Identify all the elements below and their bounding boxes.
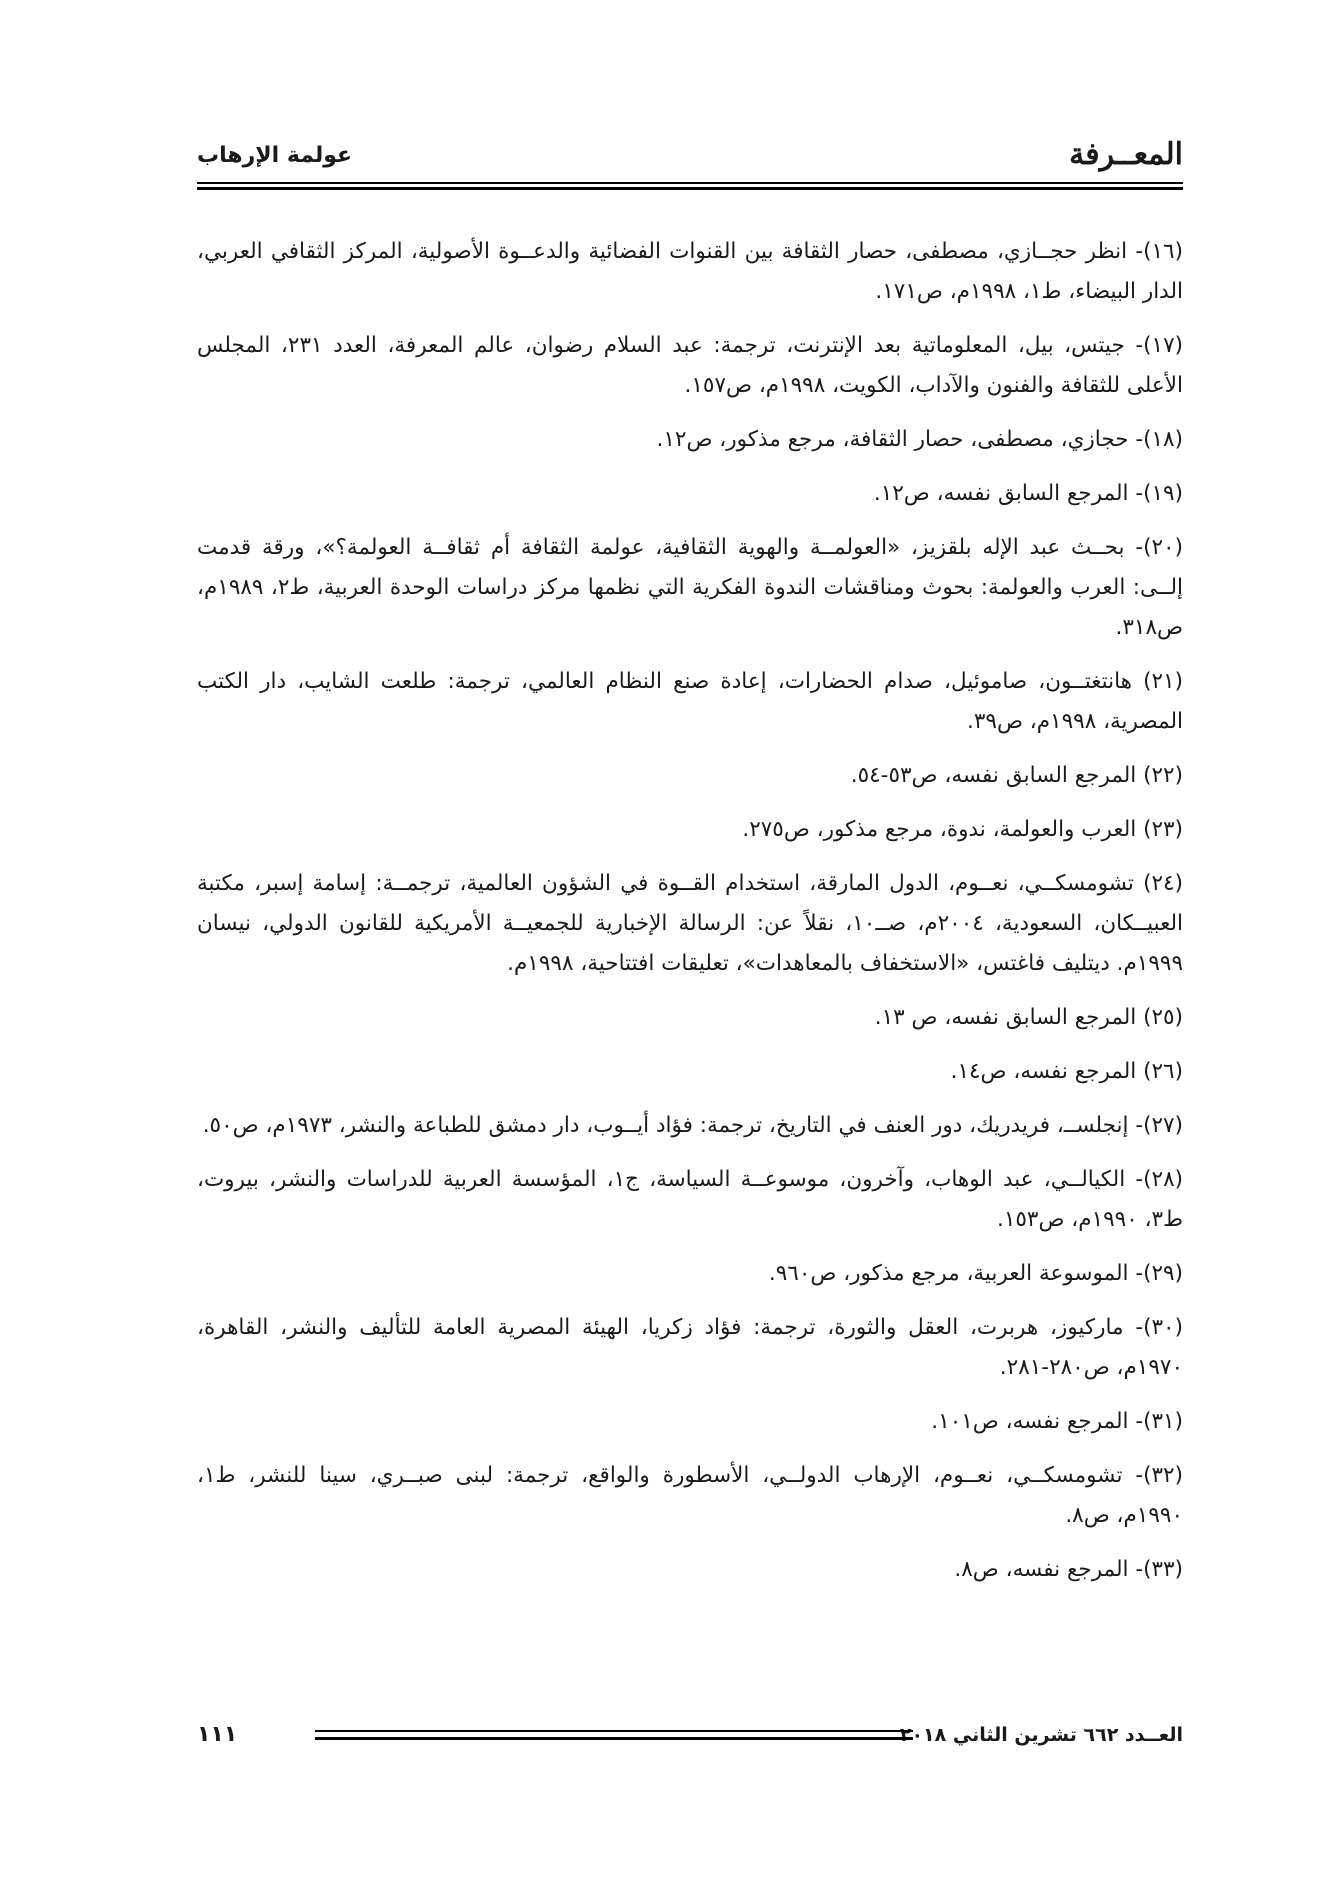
endnote-21 (197, 662, 1183, 742)
endnote-17 (197, 326, 1183, 406)
endnote-16 (197, 232, 1183, 312)
issue-info: العــدد ٦٦٢ تشرين الثاني ٢٠١٨ (899, 1724, 1183, 1746)
endnote-32 (197, 1456, 1183, 1536)
endnote-text: (٢٩)- الموسوعة العربية، مرجع مذكور، ص٩٦٠. (768, 1261, 1183, 1286)
endnote-22 (197, 756, 1183, 796)
endnote-text: (٣١)- المرجع نفسه، ص١٠١. (931, 1409, 1183, 1434)
endnote-25 (197, 998, 1183, 1038)
endnote-30 (197, 1308, 1183, 1388)
endnote-28 (197, 1160, 1183, 1240)
endnote-text: (٢٨)- الكيالــي، عبد الوهاب، وآخرون، موسوعــة السياسة، ج١، المؤسسة العربية للدراسات والنشر، بيروت، ط٣، ١٩٩٠م، ص١٥٣. (197, 1167, 1184, 1232)
endnote-text: (٢١) هانتغتــون، صاموئيل، صدام الحضارات، إعادة صنع النظام العالمي، ترجمة: طلعت الشايب، دار الكتب المصرية، ١٩٩٨م، ص٣٩. (197, 669, 1183, 734)
endnote-19 (197, 474, 1183, 514)
endnote-text: (٢٣) العرب والعولمة، ندوة، مرجع مذكور، ص٢٧٥. (742, 817, 1183, 842)
endnote-text: (٣٣)- المرجع نفسه، ص٨. (954, 1557, 1183, 1582)
endnote-text: (٣٢)- تشومسكــي، نعــوم، الإرهاب الدولــي، الأسطورة والواقع، ترجمة: لبنى صبــري، سينا للنشر، ط١، ١٩٩٠م، ص٨. (197, 1463, 1183, 1528)
article-title: عولمة الإرهاب (197, 143, 353, 168)
endnote-text: (١٩)- المرجع السابق نفسه، ص١٢. (873, 481, 1183, 506)
endnote-26 (197, 1052, 1183, 1092)
endnote-text: (١٧)- جيتس، بيل، المعلوماتية بعد الإنترنت، ترجمة: عبد السلام رضوان، عالم المعرفة، العدد ٢٣١، المجلس الأعلى للثقافة والفنون والآداب، الكويت، ١٩٩٨م، ص١٥٧. (197, 333, 1184, 398)
endnote-29 (197, 1254, 1183, 1294)
endnote-text: (٢٧)- إنجلســ، فريدريك، دور العنف في التاريخ، ترجمة: فؤاد أيــوب، دار دمشق للطباعة والنشر، ١٩٧٣م، ص٥٠. (202, 1113, 1183, 1138)
endnotes-list (197, 232, 1183, 1604)
journal-logo: المعــرفة (1069, 137, 1183, 172)
page-number: ١١١ (197, 1722, 238, 1747)
endnote-text: (٢٠)- بحــث عبد الإله بلقزيز، «العولمــة والهوية الثقافية، عولمة الثقافة أم ثقافــة العولمة؟»، ورقة قدمت إلــى: العرب والعولمة: بحوث ومناقشات الندوة الفكرية التي نظمها مركز دراسات الوحدة العربية، ط٢، ١٩٨٩م، ص٣١٨. (197, 535, 1183, 640)
page-footer (197, 1720, 1183, 1750)
endnote-18 (197, 420, 1183, 460)
endnote-text: (٢٤) تشومسكــي، نعــوم، الدول المارقة، استخدام القــوة في الشؤون العالمية، ترجمــة: إسامة إسبر، مكتبة العبيــكان، السعودية، ٢٠٠٤م، صــ١٠، نقلاً عن: الرسالة الإخبارية للجمعيــة الأمريكية للقانون الدولي، نيسان ١٩٩٩م. ديتليف فاغتس، «الاستخفاف بالمعاهدات»، تعليقات افتتاحية، ١٩٩٨م. (197, 871, 1184, 976)
endnote-text: (١٦)- انظر حجــازي، مصطفى، حصار الثقافة بين القنوات الفضائية والدعــوة الأصولية، المركز الثقافي العربي، الدار البيضاء، ط١، ١٩٩٨م، ص١٧١. (197, 239, 1183, 304)
endnote-20 (197, 528, 1183, 648)
endnote-27 (197, 1106, 1183, 1146)
endnote-text: (٣٠)- ماركيوز، هربرت، العقل والثورة، ترجمة: فؤاد زكريا، الهيئة المصرية العامة للتأليف والنشر، القاهرة، ١٩٧٠م، ص٢٨٠-٢٨١. (197, 1315, 1183, 1380)
endnote-text: (١٨)- حجازي، مصطفى، حصار الثقافة، مرجع مذكور، ص١٢. (656, 427, 1183, 452)
page-header (197, 135, 1183, 175)
endnote-31 (197, 1402, 1183, 1442)
endnote-text: (٢٢) المرجع السابق نفسه، ص٥٣-٥٤. (850, 763, 1183, 788)
endnote-33 (197, 1550, 1183, 1590)
endnote-23 (197, 810, 1183, 850)
endnote-text: (٢٥) المرجع السابق نفسه، ص ١٣. (874, 1005, 1183, 1030)
header-rule (197, 182, 1183, 190)
endnote-24 (197, 864, 1183, 984)
footer-rule (315, 1730, 913, 1740)
endnote-text: (٢٦) المرجع نفسه، ص١٤. (950, 1059, 1183, 1084)
